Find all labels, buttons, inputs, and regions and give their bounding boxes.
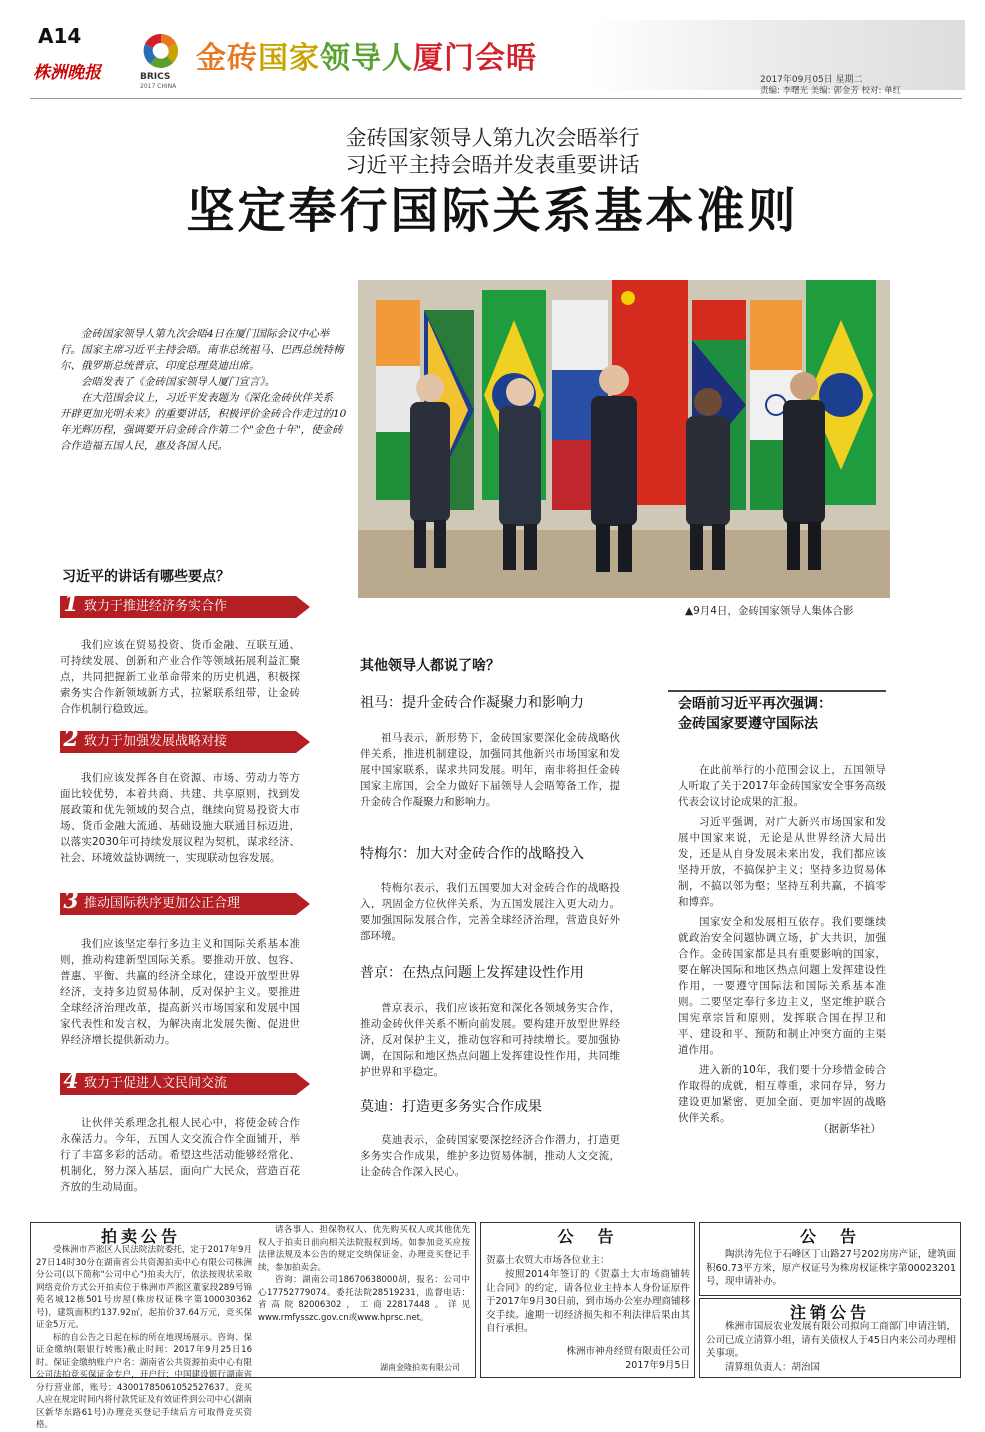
leader-subhead: 普京：在热点问题上发挥建设性作用: [360, 965, 584, 981]
auction-notice-text-2: [258, 1224, 470, 1324]
page-number: A14: [38, 24, 82, 48]
brics-sub: 2017 CHINA: [140, 83, 177, 90]
leader-text: [360, 1000, 620, 1084]
main-headline: 坚定奉行国际关系基本准则: [186, 183, 799, 239]
point-number: 3: [63, 888, 79, 914]
intro-paragraph: 金砖国家领导人第九次会晤4日在厦门国际会议中心举行。国家主席习近平主持会晤。南非总统祖马、巴西总统特梅尔、俄罗斯总统普京、印度总理莫迪出席。: [60, 328, 344, 372]
subheadline-1: 金砖国家领导人第九次会晤举行: [345, 126, 640, 150]
left-section-title: 习近平的讲话有哪些要点？: [62, 569, 230, 585]
market-notice-text: [486, 1268, 690, 1336]
market-signature: 株洲市神舟经贸有限责任公司: [566, 1346, 690, 1357]
point-1-text: [60, 637, 300, 721]
right-paragraph: 国家安全和发展相互依存。我们要继续就政治安全问题协调立场，扩大共识，加强合作。金砖国家都是具有重要影响的国家，要在解决国际和地区热点问题上发挥建设性作用，一要遵守国际法和国际关系基本准则。二要坚定奉行多边主义，坚定维护联合国宪章宗旨和原则，发挥联合国在捍卫和平、建设和平、预防和制止冲突方面的主渠道作用。: [678, 916, 886, 1056]
leader-subhead: 祖马：提升金砖合作凝聚力和影响力: [360, 695, 584, 711]
point-number: 2: [63, 726, 79, 752]
auction-notice-text: [36, 1244, 252, 1432]
right-box-rule: [668, 690, 886, 692]
auction-paragraph: 受株洲市芦淞区人民法院法院委托，定于2017年9月27日14时30分在湖南省公共资源拍卖中心有限公司株洲分公司(以下简称"公司中心")拍卖大厅，依法按现状采取网络竞价方式公开拍卖位于株洲市芦淞区董家段289号锦苑名城12栋501号房屋(株房权证株字第100030362号)，建筑面积约137.92㎡，起拍价37.64万元，竞买保证金5万元。: [36, 1245, 252, 1330]
leaders-group-photo: [358, 280, 890, 598]
auction-paragraph: 咨询：湖南公司18670638000胡，报名：公司中心17752779074。委托法院28519231，监督电话：省高院82006302，工商22817448。详见www.rmfysszc.gov.cn或www.hprsc.net。: [258, 1275, 470, 1323]
market-date: 2017年9月5日: [625, 1360, 690, 1371]
section-banner: [196, 33, 537, 77]
intro-text: [60, 326, 348, 454]
market-notice-title: 公 告: [557, 1227, 618, 1246]
leader-paragraph: 普京表示，我们应该拓宽和深化各领域务实合作，推动金砖伙伴关系不断向前发展。要构建开放型世界经济，反对保护主义，推动包容和可持续增长。要加强协调，在国际和地区热点问题上发挥建设性作用，共同维护世界和平稳定。: [360, 1002, 620, 1078]
point-paragraph: 我们应该在贸易投资、货币金融、互联互通、可持续发展、创新和产业合作等领域拓展利益汇聚点，共同把握新工业革命带来的历史机遇，积极探索务实合作新领域新方式，拉紧联系纽带，让金砖合作机制行稳致远。: [60, 639, 300, 715]
leader-text: [360, 880, 620, 948]
auction-paragraph: 标的自公告之日起在标的所在地现场展示。咨询、保证金缴纳(限银行转账)截止时间：2017年9月25日16时。保证金缴纳账户户名：湖南省公共资源拍卖中心有限公司法拍竞买保证金专户，开户行：中国建设银行湖南省分行营业部，账号：43001785061052527637。竞买人应在规定时间内将付款凭证及有效证件到公司中心(湖南区新华东路61号)办理竞买登记手续后方可取得竞买资格。: [36, 1332, 252, 1430]
banner-part-4: 厦门会晤: [413, 41, 537, 76]
editor-line: 责编: 李曙光 美编: 郭金芳 校对: 单红: [760, 86, 902, 96]
header-divider: [30, 98, 962, 99]
point-paragraph: 我们应该发挥各自在资源、市场、劳动力等方面比较优势，本着共商、共建、共享原则，找到发展政策和优先领域的契合点，继续向贸易投资大市场、货币金融大流通、基础设施大联通目标迈进，以落实2030年可持续发展议程为契机，谋求经济、社会、环境效益协调统一，实现联动包容发展。: [60, 772, 300, 864]
market-notice-addressee: 贺嘉土农贸大市场各位业主：: [486, 1255, 610, 1266]
leader-subhead: 特梅尔：加大对金砖合作的战略投入: [360, 846, 584, 862]
right-title-line2: 金砖国家要遵守国际法: [678, 716, 818, 732]
point-4-text: [60, 1115, 300, 1199]
housing-notice-title: 公 告: [799, 1227, 860, 1246]
point-label: 推动国际秩序更加公正合理: [84, 896, 241, 911]
point-1-bar: [60, 591, 296, 618]
cancel-notice-title: 注销公告: [789, 1303, 870, 1322]
leader-subhead: 莫迪：打造更多务实合作成果: [360, 1099, 542, 1115]
point-2-text: [60, 770, 300, 870]
point-3-text: [60, 936, 300, 1052]
banner-part-1: 金砖: [196, 41, 258, 76]
cancel-notice-text: [706, 1320, 956, 1374]
banner-part-2: 国家: [258, 41, 320, 76]
middle-section-title: 其他领导人都说了啥？: [360, 658, 500, 674]
housing-paragraph: 陶洪涛先位于石峰区丁山路27号202房房产证，建筑面积60.73平方米，原产权证号为株房权证株字第00023201号，现申请补办。: [706, 1249, 956, 1287]
intro-paragraph: 在大范围会议上，习近平发表题为《深化金砖伙伴关系 开辟更加光明未来》的重要讲话，积极评价金砖合作走过的10年光辉历程，强调要开启金砖合作第二个"金色十年"，使金砖合作造福五国人民，惠及各国人民。: [60, 392, 347, 452]
right-article-text: [678, 762, 886, 1130]
brics-label: BRICS: [140, 72, 171, 82]
intro-paragraph: 会晤发表了《金砖国家领导人厦门宣言》。: [81, 376, 276, 388]
point-paragraph: 我们应该坚定奉行多边主义和国际关系基本准则，推动构建新型国际关系。要推动开放、包容、普惠、平衡、共赢的经济全球化，建设开放型世界经济，支持多边贸易体制，反对保护主义。要推进全球经济治理改革，提高新兴市场国家和发展中国家代表性和发言权，为解决南北发展失衡、促进世界经济增长提供新动力。: [60, 938, 300, 1046]
banner-part-3: 领导人: [320, 41, 413, 76]
point-label: 致力于促进人文民间交流: [84, 1076, 228, 1091]
auction-signature: 湖南金隆拍卖有限公司: [380, 1363, 460, 1372]
leader-paragraph: 特梅尔表示，我们五国要加大对金砖合作的战略投入，巩固金方位伙伴关系，为五国发展注入更大动力。要加强国际发展合作，完善全球经济治理，营造良好外部环境。: [360, 882, 620, 942]
photo-caption: ▲9月4日，金砖国家领导人集体合影: [685, 605, 854, 617]
point-label: 致力于加强发展战略对接: [84, 734, 228, 749]
leader-text: [360, 1132, 620, 1184]
housing-notice-text: [706, 1248, 956, 1289]
auction-notice-title: 拍卖公告: [100, 1227, 181, 1246]
point-3-bar: [60, 888, 296, 915]
cancel-paragraph: 株洲市国辰农业发展有限公司拟向工商部门申请注销，公司已成立清算小组，请有关债权人于45日内来公司办理相关事项。: [706, 1321, 956, 1359]
point-label: 致力于推进经济务实合作: [84, 599, 228, 614]
article-source: （据新华社）: [818, 1123, 881, 1135]
leader-paragraph: 莫迪表示，金砖国家要深挖经济合作潜力，打造更多务实合作成果，维护多边贸易体制，推动人文交流，让金砖合作深入民心。: [360, 1134, 620, 1178]
right-paragraph: 习近平强调，对广大新兴市场国家和发展中国家来说，无论是从世界经济大局出发，还是从自身发展未来出发，我们都应该坚持开放，不搞保护主义；坚持多边贸易体制，不搞以邻为壑；坚持互利共赢，不搞零和博弈。: [678, 816, 886, 908]
date-line: 2017年09月05日 星期二: [760, 75, 863, 85]
point-4-bar: [60, 1068, 296, 1095]
cancel-paragraph: 清算组负责人：胡治国: [725, 1361, 821, 1373]
right-title-line1: 会晤前习近平再次强调：: [678, 696, 832, 712]
point-paragraph: 让伙伴关系理念扎根人民心中，将使金砖合作永葆活力。今年，五国人文交流合作全面铺开，举行了丰富多彩的活动。希望这些活动能够经常化、机制化，努力深入基层，面向广大民众，营造百花齐放的生动局面。: [60, 1117, 300, 1193]
point-number: 1: [63, 591, 79, 617]
point-2-bar: [60, 726, 296, 753]
paper-name-logo: 株洲晚报: [33, 63, 101, 83]
auction-paragraph: 请各事人、担保物权人、优先购买权人或其他优先权人于拍卖日前向相关法院报权到场。如参加竞买应按法律法规及本公告的规定交纳保证金、办理竞买登记手续，参加拍卖会。: [258, 1225, 470, 1273]
subheadline-2: 习近平主持会晤并发表重要讲话: [345, 153, 640, 177]
right-paragraph: 在此前举行的小范围会议上，五国领导人听取了关于2017年金砖国家安全事务高级代表会议讨论成果的汇报。: [678, 764, 886, 808]
leader-paragraph: 祖马表示，新形势下，金砖国家要深化金砖战略伙伴关系，推进机制建设，加强同其他新兴市场国家和发展中国家联系，谋求共同发展。明年，南非将担任金砖国家主席国，会全力做好下届领导人会晤筹备工作，提升金砖合作凝聚力和影响力。: [360, 732, 620, 808]
market-paragraph: 按照2014年签订的《贺嘉土大市场商铺转让合同》的约定，请各位业主持本人身份证原件于2017年9月30日前，到市场办公室办理商铺移交手续。逾期一切经济损失和不利法律后果由其自行承担。: [486, 1269, 690, 1334]
right-paragraph: 进入新的10年，我们要十分珍惜金砖合作取得的成就，相互尊重，求同存异，努力建设更加紧密、更加全面、更加牢固的战略伙伴关系。: [678, 1064, 886, 1124]
brics-logo-icon: [140, 30, 182, 72]
leader-text: [360, 730, 620, 814]
point-number: 4: [63, 1068, 79, 1094]
